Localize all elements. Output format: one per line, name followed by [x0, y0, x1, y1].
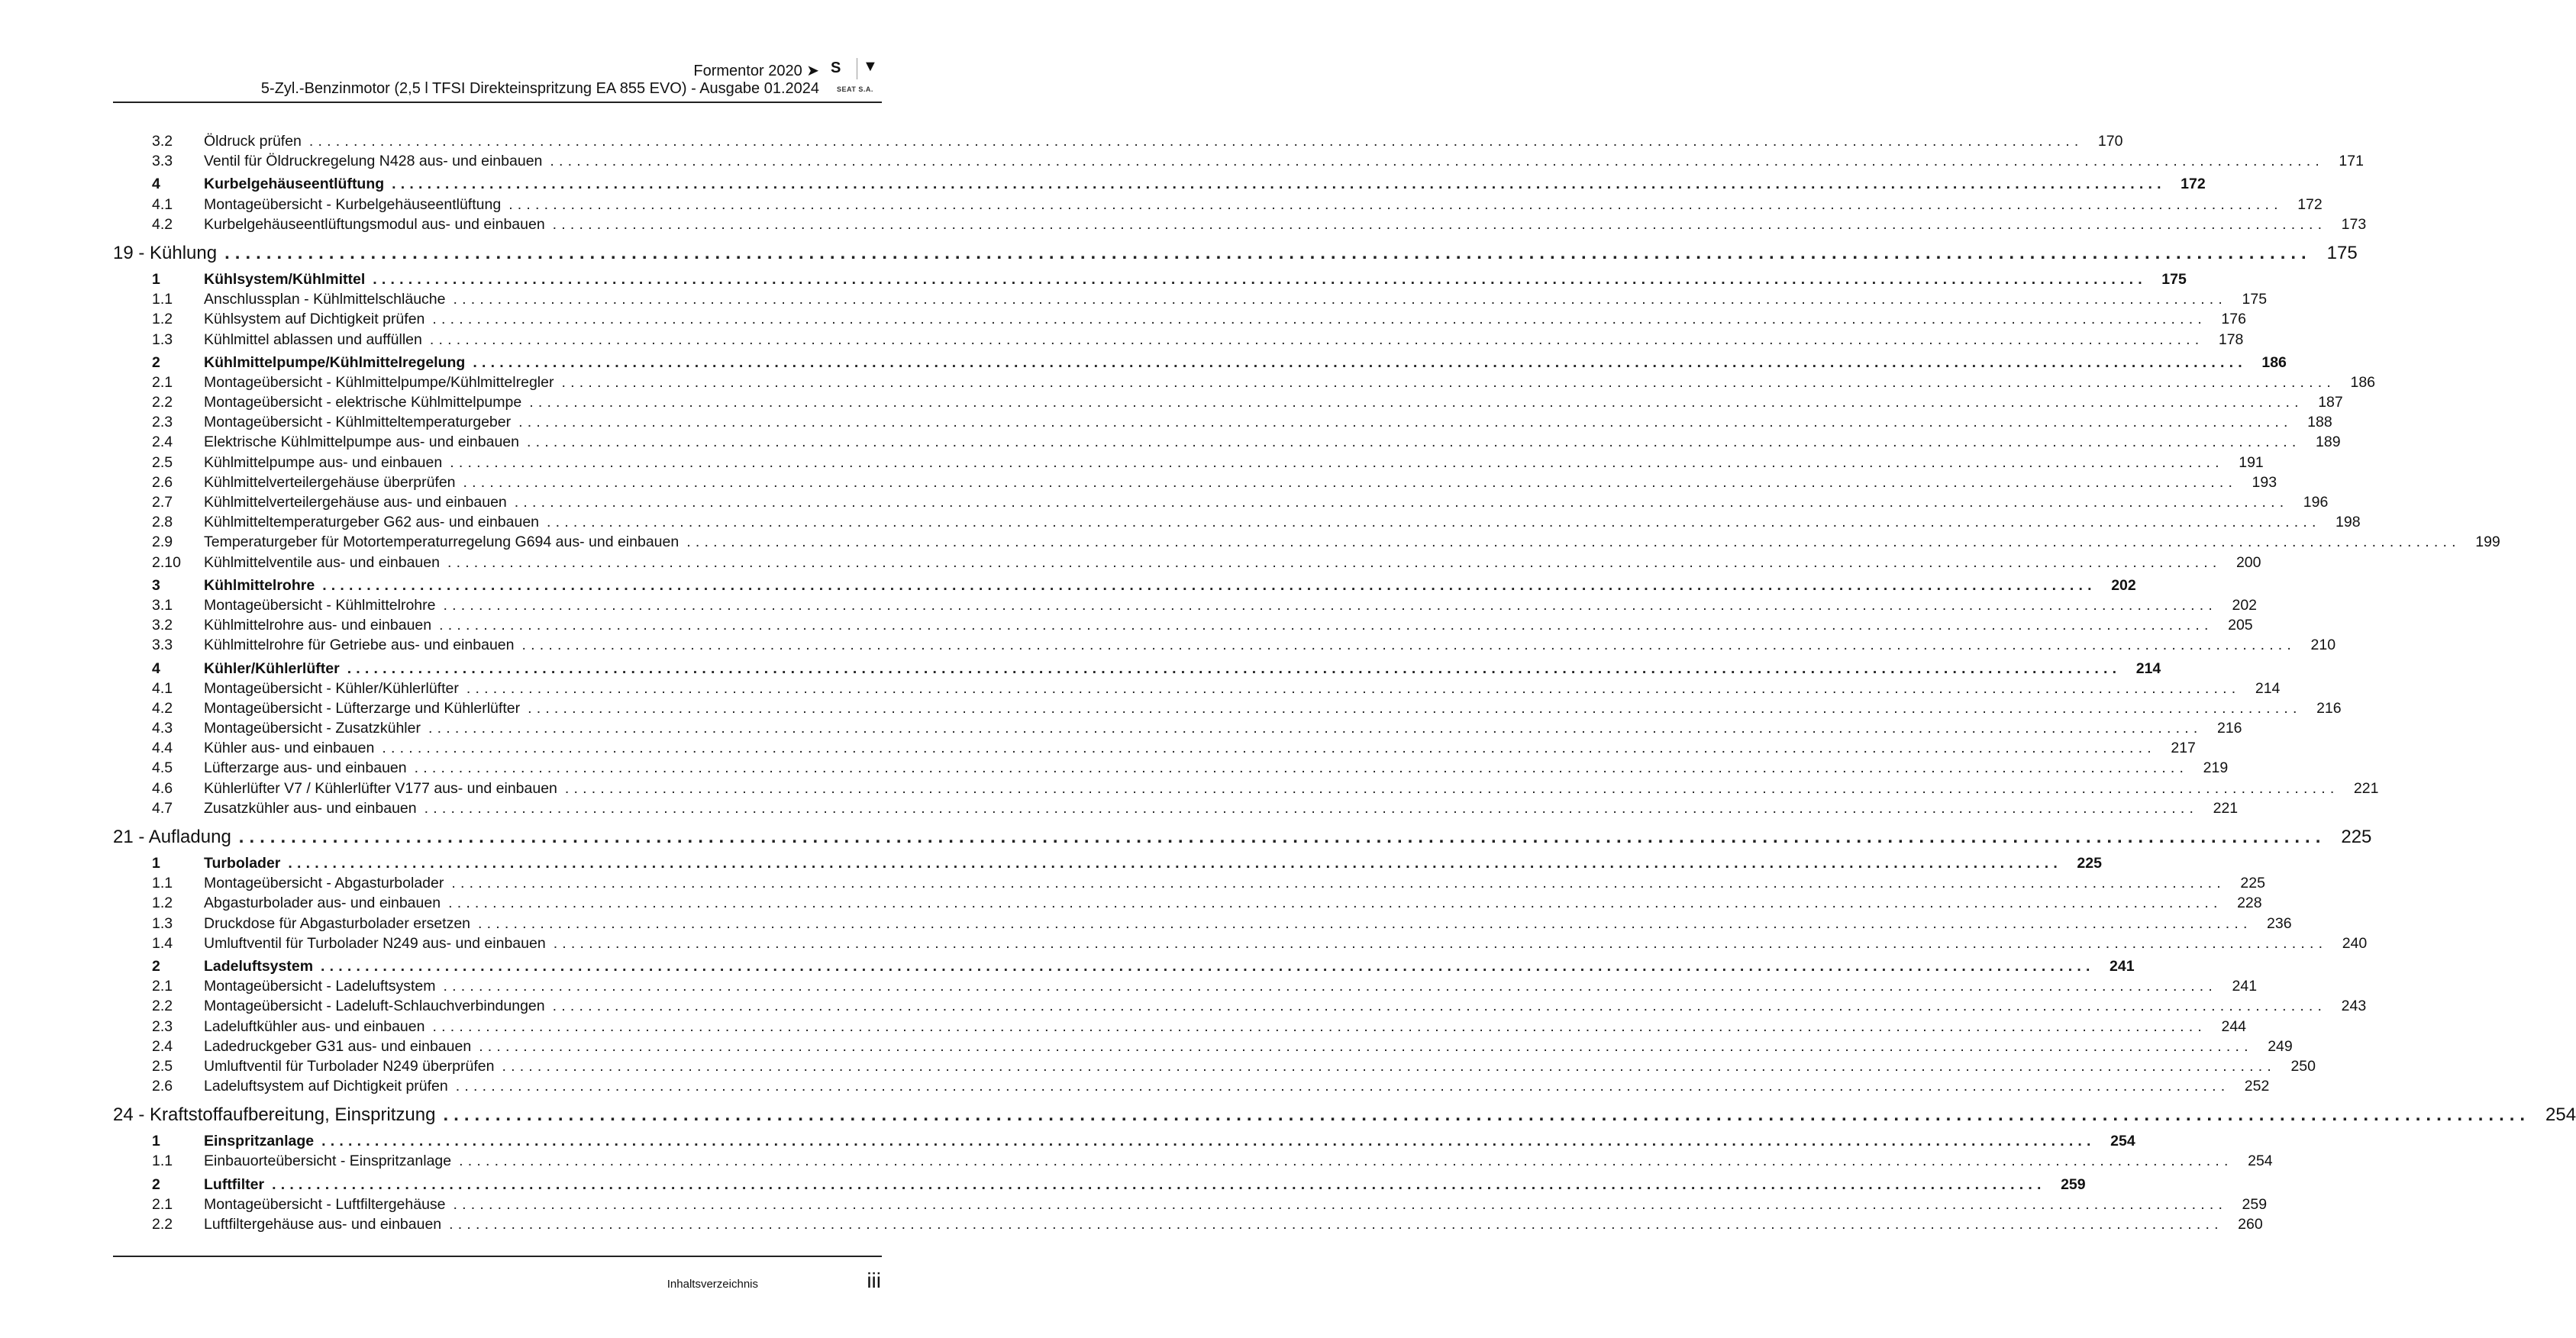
header-rule: [113, 102, 882, 103]
toc-number: 2.4: [152, 1037, 173, 1055]
toc-section[interactable]: [113, 269, 2187, 289]
toc-number: 3: [152, 576, 160, 594]
toc-page: 172: [2297, 195, 2323, 213]
toc-page: 254: [2110, 1133, 2135, 1150]
toc-page: 236: [2267, 914, 2292, 932]
toc-title: Zusatzkühler aus- und einbauen: [204, 799, 417, 817]
toc-number: 3.2: [152, 617, 173, 634]
cupra-logo-icon: ▼: [863, 58, 878, 75]
toc-subsection[interactable]: [113, 1037, 2293, 1056]
dot-leader: ........................................................................................................................................................................................................: [521, 637, 2297, 654]
toc-title: Turbolader: [204, 855, 281, 872]
dot-leader: ........................................................................................................................................................................................................: [443, 978, 2218, 995]
toc-subsection[interactable]: [113, 1017, 2247, 1037]
toc-title: Lüfterzarge aus- und einbauen: [204, 759, 407, 777]
toc-subsection[interactable]: [113, 392, 2343, 412]
dot-leader: ........................................................................................................................................................................................................: [564, 779, 2339, 797]
dot-leader: ........................................................................................................................................................................................................: [322, 576, 2097, 594]
toc-number: 3.1: [152, 596, 173, 614]
toc-page: 193: [2252, 473, 2277, 491]
toc-title: Kühlmittelpumpe/Kühlmittelregelung: [204, 353, 466, 371]
dot-leader: ........................................................................................................................................................................................................: [288, 855, 2062, 872]
toc-page: 259: [2242, 1195, 2268, 1213]
toc-subsection[interactable]: [113, 615, 2253, 635]
toc-number: 2.9: [152, 534, 173, 551]
dot-leader: ........................................................................................................................................................................................................: [238, 827, 2326, 847]
toc-subsection[interactable]: [113, 372, 2376, 392]
toc-section[interactable]: [113, 659, 2161, 679]
dot-leader: ........................................................................................................................................................................................................: [392, 176, 2166, 193]
toc-subsection[interactable]: [113, 512, 2361, 532]
toc-title: Umluftventil für Turbolader N249 aus- und einbauen: [204, 934, 546, 952]
toc-subsection[interactable]: [113, 718, 2242, 738]
dot-leader: ........................................................................................................................................................................................................: [272, 1175, 2046, 1193]
dot-leader: ........................................................................................................................................................................................................: [552, 215, 2327, 233]
toc-chapter[interactable]: [113, 240, 2358, 266]
toc-title: Montageübersicht - Kurbelgehäuseentlüftung: [204, 195, 502, 213]
toc-number: 2.5: [152, 453, 173, 471]
toc-page: 259: [2061, 1175, 2086, 1193]
dot-leader: ........................................................................................................................................................................................................: [455, 1078, 2230, 1095]
toc-subsection[interactable]: [113, 798, 2239, 818]
toc-page: 217: [2171, 740, 2196, 757]
toc-subsection[interactable]: [113, 893, 2262, 913]
toc-subsection[interactable]: [113, 595, 2258, 615]
toc-page: 225: [2077, 855, 2102, 872]
toc-title: Kurbelgehäuseentlüftung: [204, 176, 385, 193]
toc-number: 2.8: [152, 514, 173, 531]
toc-page: 175: [2326, 242, 2358, 263]
toc-page: 244: [2221, 1017, 2247, 1035]
dot-leader: ........................................................................................................................................................................................................: [414, 759, 2189, 777]
toc-page: 191: [2239, 453, 2264, 471]
dot-leader: ........................................................................................................................................................................................................: [553, 934, 2328, 952]
toc-subsection[interactable]: [113, 492, 2329, 512]
toc-title: Montageübersicht - Ladeluft-Schlauchverbindungen: [204, 998, 545, 1015]
toc-page: 219: [2203, 759, 2229, 777]
toc-number: 2: [152, 353, 160, 371]
toc-page: 172: [2181, 176, 2206, 193]
toc-page: 202: [2111, 576, 2136, 594]
toc-title: Kühlmittelrohre aus- und einbauen: [204, 617, 432, 634]
seat-logo-icon: S: [831, 60, 841, 76]
toc-title: Kühlmittel ablassen und auffüllen: [204, 330, 422, 348]
toc-page: 250: [2290, 1057, 2316, 1075]
toc-number: 1.4: [152, 934, 173, 952]
toc-subsection[interactable]: [113, 976, 2258, 996]
toc-subsection[interactable]: [113, 330, 2244, 350]
toc-page: 178: [2218, 330, 2244, 348]
toc-number: 4.2: [152, 215, 173, 233]
toc-page: 249: [2268, 1037, 2293, 1055]
toc-page: 243: [2341, 998, 2367, 1015]
toc-subsection[interactable]: [113, 635, 2336, 655]
dot-leader: ........................................................................................................................................................................................................: [432, 311, 2206, 328]
toc-title: Öldruck prüfen: [204, 133, 302, 150]
toc-title: Montageübersicht - Ladeluftsystem: [204, 978, 436, 995]
toc-number: 2: [152, 957, 160, 975]
toc-section[interactable]: [113, 1175, 2086, 1195]
dot-leader: ........................................................................................................................................................................................................: [463, 473, 2238, 491]
toc-title: 21 - Aufladung: [113, 827, 231, 847]
toc-title: Luftfiltergehäuse aus- und einbauen: [204, 1216, 442, 1233]
toc-number: 4.6: [152, 779, 173, 797]
toc-number: 4: [152, 659, 160, 677]
footer-page-number: iii: [867, 1269, 881, 1292]
dot-leader: ........................................................................................................................................................................................................: [450, 453, 2224, 471]
toc-title: Kühlerlüfter V7 / Kühlerlüfter V177 aus- und einbauen: [204, 779, 557, 797]
dot-leader: ........................................................................................................................................................................................................: [382, 740, 2156, 757]
toc-page: 176: [2221, 311, 2246, 328]
toc-subsection[interactable]: [113, 679, 2281, 698]
dot-leader: ........................................................................................................................................................................................................: [424, 799, 2199, 817]
dot-leader: ........................................................................................................................................................................................................: [478, 914, 2252, 932]
toc-number: 1: [152, 855, 160, 872]
toc-page: 189: [2316, 434, 2341, 451]
dot-leader: ........................................................................................................................................................................................................: [508, 195, 2283, 213]
toc-subsection[interactable]: [113, 432, 2341, 452]
toc-section[interactable]: [113, 956, 2135, 976]
toc-subsection[interactable]: [113, 553, 2261, 572]
toc-subsection[interactable]: [113, 1195, 2268, 1214]
toc-subsection[interactable]: [113, 914, 2292, 933]
toc-number: 1: [152, 1133, 160, 1150]
toc-number: 3.3: [152, 153, 173, 170]
toc-page: 175: [2161, 270, 2187, 288]
toc-section[interactable]: [113, 576, 2136, 595]
dot-leader: ........................................................................................................................................................................................................: [449, 1216, 2223, 1233]
toc-title: Ladeluftsystem auf Dichtigkeit prüfen: [204, 1078, 448, 1095]
dot-leader: ........................................................................................................................................................................................................: [224, 242, 2312, 263]
toc-subsection[interactable]: [113, 873, 2265, 893]
toc-section[interactable]: [113, 853, 2102, 873]
toc-title: Kühlsystem auf Dichtigkeit prüfen: [204, 311, 425, 328]
toc-number: 2.4: [152, 434, 173, 451]
toc-title: Kühlmitteltemperaturgeber G62 aus- und einbauen: [204, 514, 540, 531]
toc-title: Ladedruckgeber G31 aus- und einbauen: [204, 1037, 472, 1055]
toc-page: 225: [2341, 827, 2372, 847]
dot-leader: ........................................................................................................................................................................................................: [429, 330, 2204, 348]
toc-number: 2.3: [152, 414, 173, 431]
toc-title: Ventil für Öldruckregelung N428 aus- und einbauen: [204, 153, 543, 170]
toc-page: 171: [2339, 153, 2364, 170]
toc-subsection[interactable]: [113, 738, 2196, 758]
dot-leader: ........................................................................................................................................................................................................: [443, 1104, 2531, 1126]
toc-number: 4.2: [152, 699, 173, 717]
toc-chapter[interactable]: [113, 1102, 2576, 1128]
toc-title: Montageübersicht - elektrische Kühlmittelpumpe: [204, 394, 522, 411]
toc-number: 1.1: [152, 875, 173, 892]
dot-leader: ........................................................................................................................................................................................................: [459, 1153, 2233, 1170]
toc-subsection[interactable]: [113, 933, 2368, 953]
toc-title: Montageübersicht - Kühlmittelrohre: [204, 596, 436, 614]
toc-page: 221: [2353, 779, 2379, 797]
toc-page: 254: [2545, 1104, 2576, 1126]
dot-leader: ........................................................................................................................................................................................................: [439, 617, 2213, 634]
logo-text: SEAT S.A.: [837, 85, 873, 93]
dot-leader: ........................................................................................................................................................................................................: [527, 434, 2301, 451]
header-model: Formentor 2020 ➤: [693, 63, 819, 79]
toc-section[interactable]: [113, 174, 2206, 194]
toc-number: 4.7: [152, 799, 173, 817]
toc-title: Kühlmittelrohre: [204, 576, 315, 594]
toc-title: Ladeluftkühler aus- und einbauen: [204, 1017, 425, 1035]
dot-leader: ........................................................................................................................................................................................................: [447, 553, 2222, 571]
toc-page: 228: [2237, 895, 2262, 912]
toc-title: Kühlsystem/Kühlmittel: [204, 270, 366, 288]
dot-leader: ........................................................................................................................................................................................................: [321, 1133, 2096, 1150]
dot-leader: ........................................................................................................................................................................................................: [428, 720, 2203, 737]
toc-number: 1.2: [152, 311, 173, 328]
toc-title: 24 - Kraftstoffaufbereitung, Einspritzung: [113, 1104, 436, 1126]
toc-number: 1.1: [152, 1153, 173, 1170]
seat-cupra-logo: [831, 56, 886, 99]
toc-page: 210: [2310, 637, 2336, 654]
toc-number: 4.3: [152, 720, 173, 737]
toc-title: Montageübersicht - Kühlmitteltemperaturgeber: [204, 414, 512, 431]
toc-page: 214: [2255, 679, 2281, 697]
toc-subsection[interactable]: [113, 131, 2123, 151]
toc-number: 4.5: [152, 759, 173, 777]
toc-number: 2.7: [152, 494, 173, 511]
toc-title: Kühlmittelrohre für Getriebe aus- und einbauen: [204, 637, 515, 654]
dot-leader: ........................................................................................................................................................................................................: [451, 875, 2226, 892]
toc-page: 186: [2350, 373, 2376, 391]
toc-page: 260: [2238, 1216, 2263, 1233]
toc-number: 2.5: [152, 1057, 173, 1075]
toc-subsection[interactable]: [113, 758, 2229, 778]
toc-title: Anschlussplan - Kühlmittelschläuche: [204, 291, 446, 308]
dot-leader: ........................................................................................................................................................................................................: [466, 679, 2241, 697]
dot-leader: ........................................................................................................................................................................................................: [443, 596, 2218, 614]
toc-number: 2.1: [152, 978, 173, 995]
toc-number: 4.1: [152, 195, 173, 213]
toc-page: 198: [2336, 514, 2361, 531]
toc-subsection[interactable]: [113, 412, 2332, 432]
toc-title: Luftfilter: [204, 1175, 265, 1193]
toc-subsection[interactable]: [113, 779, 2379, 798]
toc-page: 175: [2242, 291, 2268, 308]
toc-subsection[interactable]: [113, 532, 2500, 552]
toc-page: 241: [2110, 957, 2135, 975]
toc-subsection[interactable]: [113, 151, 2364, 171]
toc-number: 2.6: [152, 473, 173, 491]
toc-title: Kurbelgehäuseentlüftungsmodul aus- und einbauen: [204, 215, 545, 233]
toc-subsection[interactable]: [113, 698, 2342, 718]
toc-title: Kühlmittelpumpe aus- und einbauen: [204, 453, 443, 471]
dot-leader: ........................................................................................................................................................................................................: [547, 514, 2321, 531]
toc-page: 216: [2316, 699, 2342, 717]
dot-leader: ........................................................................................................................................................................................................: [514, 494, 2289, 511]
toc-page: 199: [2475, 534, 2500, 551]
toc-title: Einbauorteübersicht - Einspritzanlage: [204, 1153, 452, 1170]
toc-chapter[interactable]: [113, 824, 2372, 850]
toc-title: Montageübersicht - Abgasturbolader: [204, 875, 444, 892]
toc-page: 186: [2261, 353, 2287, 371]
toc-page: 216: [2216, 720, 2242, 737]
toc-title: Umluftventil für Turbolader N249 überprüfen: [204, 1057, 495, 1075]
dot-leader: ........................................................................................................................................................................................................: [552, 998, 2327, 1015]
toc-page: 214: [2135, 659, 2161, 677]
toc-page: 187: [2318, 394, 2343, 411]
toc-page: 240: [2342, 934, 2368, 952]
toc-page: 205: [2228, 617, 2253, 634]
toc-number: 2: [152, 1175, 160, 1193]
toc-subsection[interactable]: [113, 1056, 2316, 1076]
dot-leader: ........................................................................................................................................................................................................: [308, 133, 2084, 150]
toc-number: 2.10: [152, 553, 181, 571]
toc-subsection[interactable]: [113, 996, 2367, 1016]
toc-number: 1: [152, 270, 160, 288]
dot-leader: ........................................................................................................................................................................................................: [347, 659, 2122, 677]
toc-number: 3.3: [152, 637, 173, 654]
dot-leader: ........................................................................................................................................................................................................: [686, 534, 2461, 551]
toc-number: 2.1: [152, 1195, 173, 1213]
dot-leader: ........................................................................................................................................................................................................: [373, 270, 2147, 288]
footer-rule: [113, 1256, 882, 1257]
dot-leader: ........................................................................................................................................................................................................: [529, 394, 2303, 411]
toc-title: Druckdose für Abgasturbolader ersetzen: [204, 914, 471, 932]
toc-page: 252: [2244, 1078, 2270, 1095]
toc-title: Montageübersicht - Luftfiltergehäuse: [204, 1195, 446, 1213]
dot-leader: ........................................................................................................................................................................................................: [528, 699, 2302, 717]
dot-leader: ........................................................................................................................................................................................................: [518, 414, 2293, 431]
toc-page: 196: [2303, 494, 2329, 511]
dot-leader: ........................................................................................................................................................................................................: [479, 1037, 2253, 1055]
toc-title: Montageübersicht - Kühler/Kühlerlüfter: [204, 679, 459, 697]
toc-page: 202: [2232, 596, 2258, 614]
toc-subsection[interactable]: [113, 453, 2264, 472]
toc-page: 221: [2213, 799, 2239, 817]
toc-title: Kühler/Kühlerlüfter: [204, 659, 340, 677]
header-subtitle: 5-Zyl.-Benzinmotor (2,5 l TFSI Direkteinspritzung EA 855 EVO) - Ausgabe 01.2024: [260, 80, 819, 97]
toc-subsection[interactable]: [113, 309, 2246, 329]
toc-page: 225: [2240, 875, 2265, 892]
dot-leader: ........................................................................................................................................................................................................: [321, 957, 2095, 975]
toc-number: 1.3: [152, 914, 173, 932]
toc-title: Kühlmittelverteilergehäuse überprüfen: [204, 473, 456, 491]
toc-title: Montageübersicht - Lüfterzarge und Kühlerlüfter: [204, 699, 521, 717]
toc-title: Einspritzanlage: [204, 1133, 315, 1150]
dot-leader: ........................................................................................................................................................................................................: [550, 153, 2324, 170]
dot-leader: ........................................................................................................................................................................................................: [432, 1017, 2207, 1035]
table-of-contents: [113, 131, 2576, 1234]
toc-number: 1.1: [152, 291, 173, 308]
toc-page: 254: [2248, 1153, 2273, 1170]
toc-page: 188: [2307, 414, 2332, 431]
toc-title: Temperaturgeber für Motortemperaturregelung G694 aus- und einbauen: [204, 534, 680, 551]
toc-number: 2.6: [152, 1078, 173, 1095]
toc-page: 173: [2341, 215, 2367, 233]
dot-leader: ........................................................................................................................................................................................................: [448, 895, 2223, 912]
dot-leader: ........................................................................................................................................................................................................: [502, 1057, 2276, 1075]
toc-number: 2.2: [152, 1216, 173, 1233]
toc-number: 4.4: [152, 740, 173, 757]
dot-leader: ........................................................................................................................................................................................................: [453, 1195, 2228, 1213]
toc-title: Montageübersicht - Kühlmittelpumpe/Kühlmittelregler: [204, 373, 554, 391]
toc-subsection[interactable]: [113, 1214, 2263, 1234]
dot-leader: ........................................................................................................................................................................................................: [561, 373, 2336, 391]
toc-subsection[interactable]: [113, 1076, 2270, 1096]
toc-number: 2.2: [152, 394, 173, 411]
toc-title: Abgasturbolader aus- und einbauen: [204, 895, 441, 912]
toc-subsection[interactable]: [113, 214, 2367, 234]
toc-subsection[interactable]: [113, 472, 2277, 492]
toc-page: 170: [2097, 133, 2123, 150]
toc-section[interactable]: [113, 353, 2287, 372]
toc-title: Kühlmittelventile aus- und einbauen: [204, 553, 440, 571]
toc-subsection[interactable]: [113, 289, 2268, 309]
toc-number: 2.3: [152, 1017, 173, 1035]
toc-number: 1.3: [152, 330, 173, 348]
toc-number: 4: [152, 176, 160, 193]
toc-page: 241: [2232, 978, 2258, 995]
toc-title: Montageübersicht - Zusatzkühler: [204, 720, 421, 737]
toc-number: 4.1: [152, 679, 173, 697]
toc-number: 1.2: [152, 895, 173, 912]
toc-number: 3.2: [152, 133, 173, 150]
toc-page: 200: [2235, 553, 2261, 571]
toc-subsection[interactable]: [113, 195, 2323, 214]
toc-title: 19 - Kühlung: [113, 242, 218, 263]
toc-section[interactable]: [113, 1131, 2135, 1151]
toc-title: Elektrische Kühlmittelpumpe aus- und einbauen: [204, 434, 519, 451]
dot-leader: ........................................................................................................................................................................................................: [473, 353, 2247, 371]
toc-title: Kühler aus- und einbauen: [204, 740, 375, 757]
toc-number: 2.1: [152, 373, 173, 391]
footer-section: Inhaltsverzeichnis: [667, 1278, 758, 1291]
toc-title: Ladeluftsystem: [204, 957, 314, 975]
toc-number: 2.2: [152, 998, 173, 1015]
dot-leader: ........................................................................................................................................................................................................: [453, 291, 2228, 308]
toc-title: Kühlmittelverteilergehäuse aus- und einbauen: [204, 494, 507, 511]
toc-subsection[interactable]: [113, 1151, 2273, 1171]
